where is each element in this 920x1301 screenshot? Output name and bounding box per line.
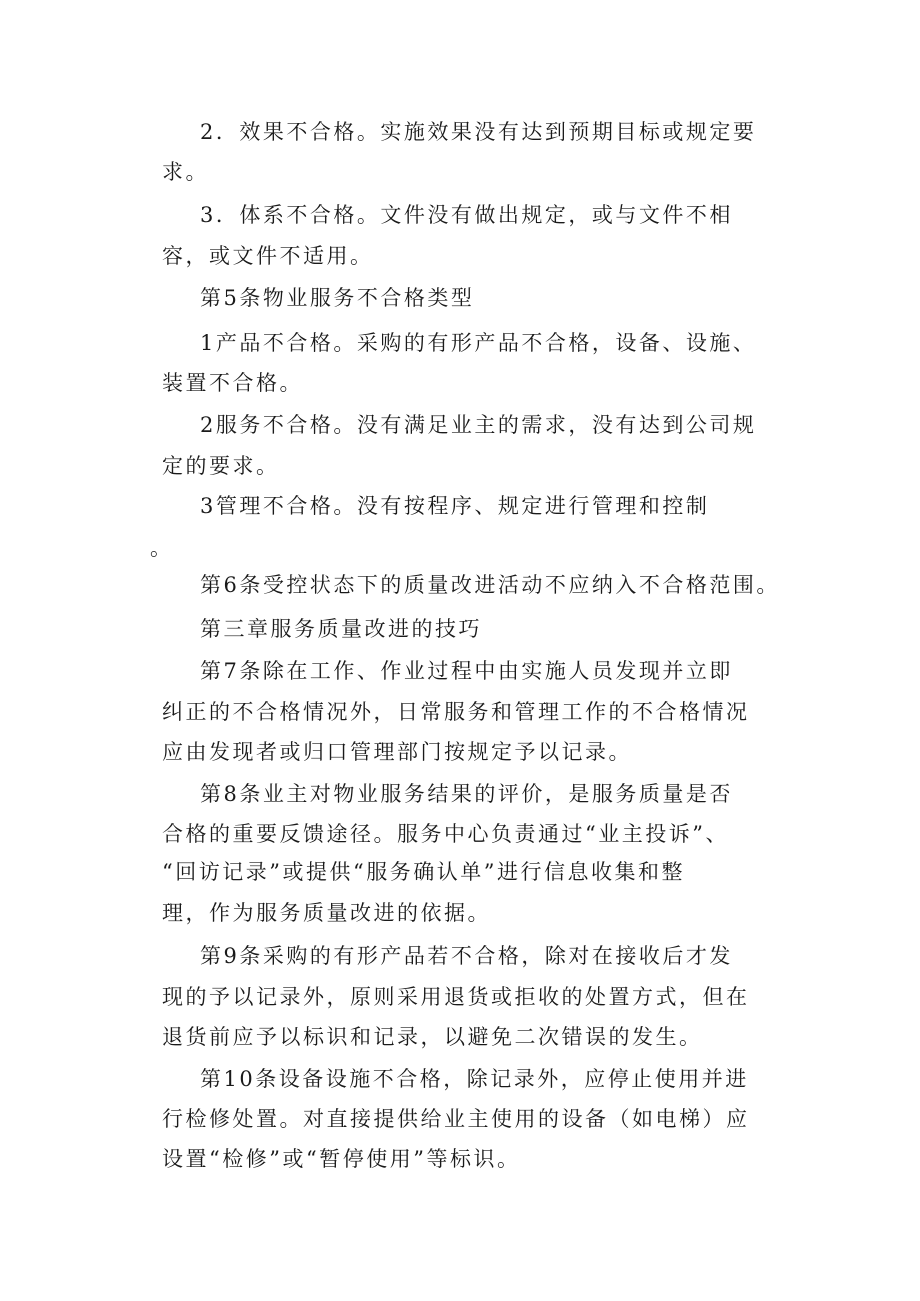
text-line: 行检修处置。对直接提供给业主使用的设备（如电梯）应 bbox=[162, 1107, 750, 1131]
text-line: 第8条业主对物业服务结果的评价，是服务质量是否 bbox=[200, 782, 733, 806]
text-line: 3．体系不合格。文件没有做出规定，或与文件不相 bbox=[200, 203, 733, 227]
section-heading: 第5条物业服务不合格类型 bbox=[200, 286, 475, 310]
text-line: 合格的重要反馈途径。服务中心负责通过“业主投诉”、 bbox=[162, 822, 729, 846]
text-line: 2．效果不合格。实施效果没有达到预期目标或规定要 bbox=[200, 120, 757, 144]
text-line: 定的要求。 bbox=[162, 454, 280, 478]
text-line: 容，或文件不适用。 bbox=[162, 244, 374, 268]
text-line: 装置不合格。 bbox=[162, 371, 303, 395]
text-line: 1产品不合格。采购的有形产品不合格，设备、设施、 bbox=[200, 331, 757, 355]
text-line: 第6条受控状态下的质量改进活动不应纳入不合格范围。 bbox=[200, 573, 780, 597]
chapter-heading: 第三章服务质量改进的技巧 bbox=[200, 617, 482, 641]
text-line: “回访记录”或提供“服务确认单”进行信息收集和整 bbox=[162, 860, 685, 884]
text-line: 第10条设备设施不合格，除记录外，应停止使用并进 bbox=[200, 1067, 749, 1091]
text-line: 退货前应予以标识和记录，以避免二次错误的发生。 bbox=[162, 1025, 703, 1049]
text-line: 设置“检修”或“暂停使用”等标识。 bbox=[162, 1147, 521, 1171]
text-line: 3管理不合格。没有按程序、规定进行管理和控制 bbox=[200, 494, 710, 518]
text-line: 第9条采购的有形产品若不合格，除对在接收后才发 bbox=[200, 944, 733, 968]
text-line: 应由发现者或归口管理部门按规定予以记录。 bbox=[162, 740, 632, 764]
text-line: 。 bbox=[150, 536, 174, 560]
text-line: 现的予以记录外，原则采用退货或拒收的处置方式，但在 bbox=[162, 985, 750, 1009]
text-line: 2服务不合格。没有满足业主的需求，没有达到公司规 bbox=[200, 413, 757, 437]
text-line: 第7条除在工作、作业过程中由实施人员发现并立即 bbox=[200, 659, 733, 683]
text-line: 理，作为服务质量改进的依据。 bbox=[162, 901, 491, 925]
text-line: 纠正的不合格情况外，日常服务和管理工作的不合格情况 bbox=[162, 700, 750, 724]
text-line: 求。 bbox=[162, 160, 209, 184]
